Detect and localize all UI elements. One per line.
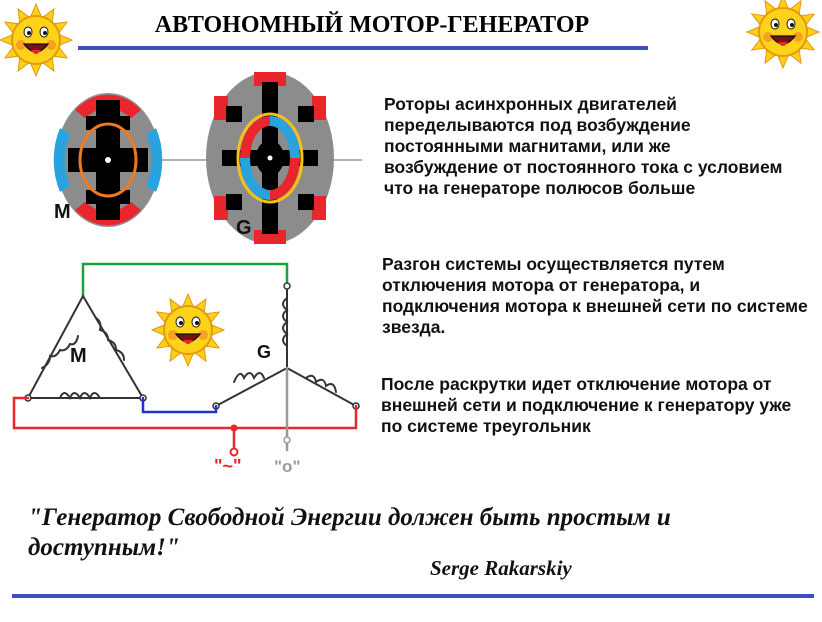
- author-signature: Serge Rakarskiy: [430, 556, 572, 580]
- bottom-divider: [12, 594, 814, 598]
- acceleration-paragraph: Разгон системы осуществляется путем отключения мотора от генератора, и подключения мотора к внешней сети по системе звезда.: [382, 254, 808, 337]
- sun-icon-top-right: [747, 0, 819, 68]
- page-title: АВТОНОМНЫЙ МОТОР-ГЕНЕРАТОР: [154, 12, 590, 38]
- generator-label-top: G: [236, 217, 252, 239]
- motor-label-top: M: [54, 201, 71, 223]
- motor-label-scheme: M: [70, 345, 87, 367]
- wire-blue: [143, 398, 216, 412]
- rotors-paragraph: Роторы асинхронных двигателей переделываются под возбуждение постоянными магнитами, или же возбуждение от постоянного тока с условием что на генераторе полюсов больше: [384, 94, 783, 198]
- wire-green: [83, 264, 287, 296]
- motto-quote: "Генератор Свободной Энергии должен быть простым и доступным!": [28, 504, 671, 561]
- ac-terminal-label: "~": [214, 456, 242, 476]
- after-spinup-paragraph: После раскрутки идет отключение мотора от внешней сети и подключение к генератору уже по системе треугольник: [381, 374, 792, 436]
- generator-rotor-drawing: [206, 72, 334, 244]
- generator-label-scheme: G: [257, 342, 272, 362]
- dc-terminal-label: "o": [274, 457, 301, 476]
- sun-icon-top-left: [0, 4, 72, 76]
- sun-icon-center: [152, 294, 224, 366]
